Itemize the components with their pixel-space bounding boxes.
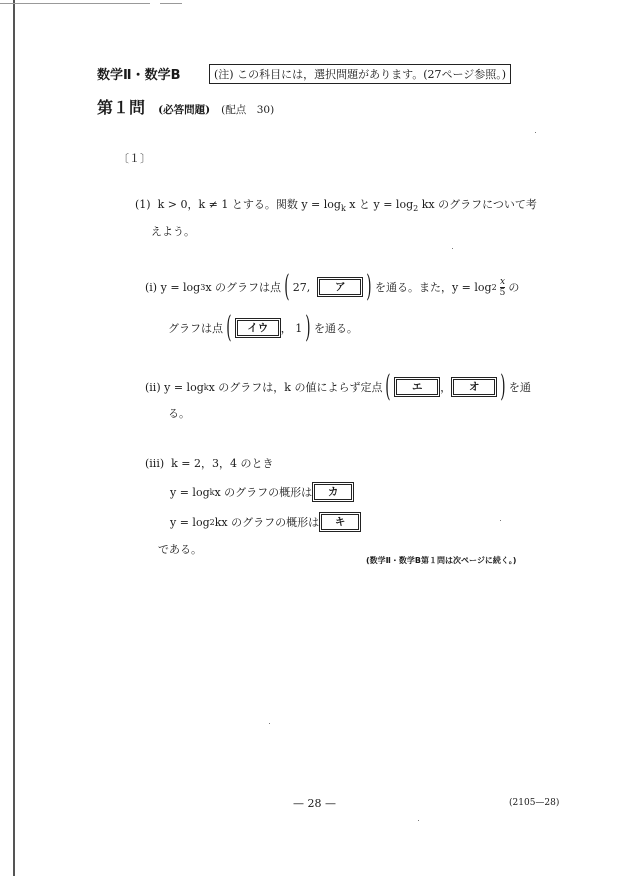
question-1-sub-a: k: [340, 204, 346, 214]
sub-ii-text-a: y = log: [164, 380, 204, 394]
answer-box-iu: [235, 318, 281, 338]
answer-box-e: [394, 377, 440, 397]
scan-speck: [535, 132, 536, 133]
sub-iii-line1: [145, 455, 274, 471]
top-rule-short: [160, 3, 182, 4]
sub-iii-number: (iii): [145, 457, 165, 470]
problem-title: 第１問: [97, 98, 146, 117]
answer-box-a-label: ア: [319, 279, 361, 295]
answer-box-ka-label: カ: [314, 484, 352, 500]
question-1-text-a: k > 0，k ≠ 1 とする。関数 y = log: [157, 198, 341, 211]
answer-box-o: [451, 377, 497, 397]
sub-ii-line2: る。: [168, 407, 190, 420]
sub-i-text-b: x のグラフは点: [205, 281, 282, 294]
sub-i-line2-c: を通る。: [313, 322, 358, 335]
sub-iii-end: である。: [158, 543, 202, 556]
answer-box-o-label: オ: [453, 379, 495, 395]
question-1-number: (1): [135, 198, 151, 211]
fraction-x-over-5: [500, 277, 506, 298]
sub-iii-l2-sub: 2: [209, 517, 215, 527]
sub-iii-l2-a: y = log: [170, 515, 210, 529]
required-label: (必答問題): [158, 104, 211, 116]
exam-code: (2105—28): [509, 798, 560, 808]
fraction-denominator: 5: [499, 287, 506, 298]
sub-ii-text-c: を通: [508, 381, 531, 394]
close-paren: ): [305, 310, 311, 345]
sub-i-text-c: 27,: [292, 280, 311, 294]
fraction-numerator: x: [499, 276, 506, 287]
answer-box-e-label: エ: [396, 379, 438, 395]
sub-iii-l1-sub: k: [209, 487, 215, 497]
sub-iii-line3: [170, 512, 361, 532]
sub-i-sub2: 2: [491, 282, 497, 292]
question-1-sub-b: 2: [413, 204, 419, 214]
sub-ii-comma: ，: [440, 381, 452, 394]
binder-edge-line: [13, 0, 15, 876]
sub-i-line2-a: グラフは点: [168, 322, 223, 335]
close-paren: ): [500, 369, 506, 404]
sub-ii-sub: k: [203, 382, 209, 392]
top-rule: [0, 3, 150, 4]
sub-iii-line2: [170, 482, 354, 502]
close-paren: ): [366, 269, 372, 304]
sub-i-text-a: y = log: [160, 280, 201, 294]
page-number: — 28 —: [293, 797, 336, 810]
question-1-line2: えよう。: [151, 225, 195, 238]
sub-i-line2-b: ， 1: [280, 322, 303, 335]
scan-speck: [269, 723, 270, 724]
answer-box-ki-label: キ: [321, 514, 359, 530]
answer-box-ki: [319, 512, 361, 532]
sub-i-text-e: の: [508, 281, 520, 294]
section-marker: 〔１〕: [118, 152, 151, 165]
question-1-line1: [135, 196, 537, 213]
sub-iii-l1-b: x のグラフの概形は: [214, 486, 313, 499]
question-1-text-c: kx のグラフについて考: [418, 198, 537, 211]
scan-speck: [500, 520, 501, 521]
sub-i-line2: [168, 310, 358, 345]
scan-speck: [452, 248, 453, 249]
sub-ii-text-b: x のグラフは，k の値によらず定点: [208, 381, 383, 394]
sub-i-number: (i): [145, 280, 158, 294]
answer-box-iu-label: イウ: [237, 320, 279, 336]
sub-iii-text-a: k = 2，3，4 のとき: [171, 457, 274, 470]
sub-iii-l1-a: y = log: [170, 485, 210, 499]
open-paren: (: [284, 269, 290, 304]
subject-title: 数学Ⅱ・数学B: [97, 68, 181, 83]
scan-speck: [418, 820, 419, 821]
sub-iii-l2-b: kx のグラフの概形は: [214, 516, 320, 529]
sub-i-text-d: を通る。また，y = log: [374, 281, 492, 294]
sub-i-sub: 3: [200, 282, 206, 292]
points-label: (配点 30): [221, 104, 275, 116]
answer-box-ka: [312, 482, 354, 502]
open-paren: (: [226, 310, 232, 345]
continue-note: (数学Ⅱ・数学B第１問は次ページに続く。): [366, 556, 517, 565]
sub-i-line1: [145, 269, 520, 304]
question-1-text-b: x と y = log: [345, 198, 414, 211]
selection-note: (注) この科目には，選択問題があります。(27ページ参照。): [209, 64, 511, 84]
open-paren: (: [385, 369, 391, 404]
sub-ii-line1: [145, 369, 531, 404]
problem-heading: [97, 95, 274, 118]
sub-ii-number: (ii): [145, 380, 161, 394]
answer-box-a: [317, 277, 363, 297]
